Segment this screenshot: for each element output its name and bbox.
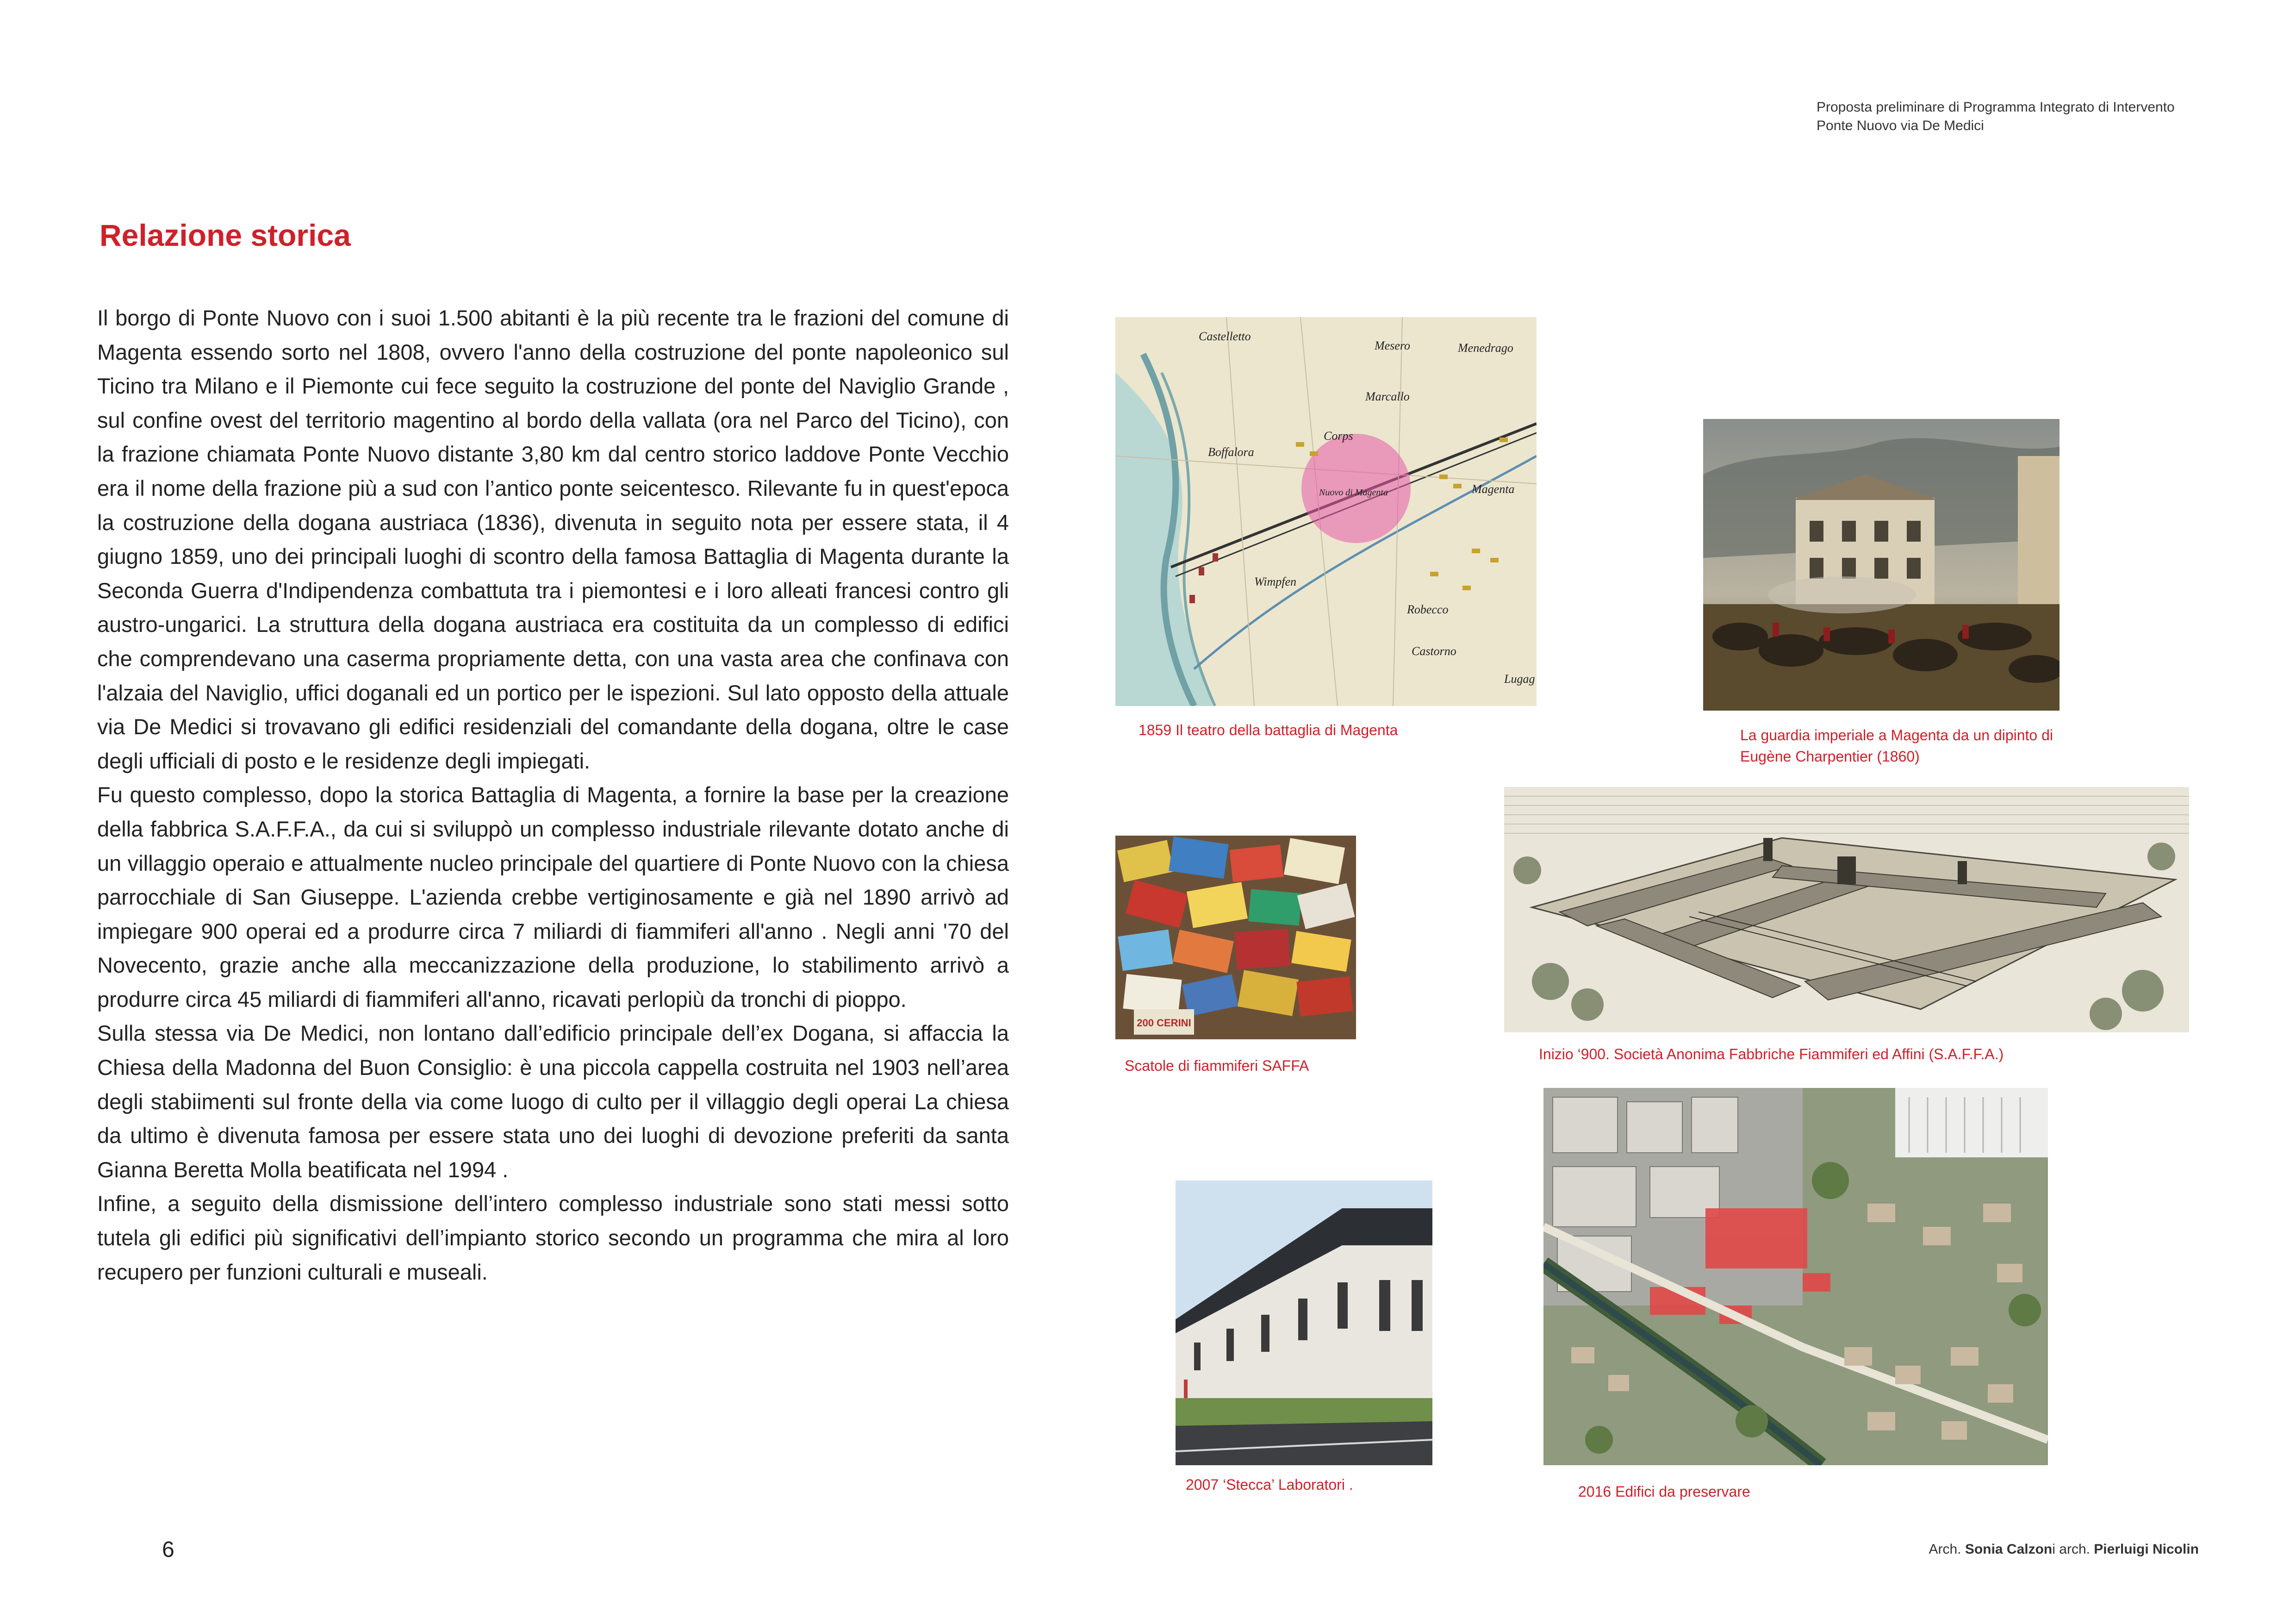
map-label: Corps [1324,429,1353,443]
factory-caption: Inizio ‘900. Società Anonima Fabbriche Fiammiferi ed Affini (S.A.F.F.A.) [1539,1046,2004,1062]
header-project-location: Ponte Nuovo via De Medici [1817,118,1984,133]
aerial-caption: 2016 Edifici da preservare [1578,1483,1750,1500]
factory-engraving-drawing [1504,787,2189,1032]
paragraph: Sulla stessa via De Medici, non lontano dall’edificio principale dell’ex Dogana, si affaccia la Chiesa della Madonna del Buon Consiglio: è una piccola cappella costruita nel 1903 nell’area degli stabiimenti sul fronte della via come luogo di culto per il villaggio degli operai La chiesa da ultimo è divenuta famosa per essere stata uno dei luoghi di devozione preferiti da santa Gianna Beretta Molla beatificata nel 1994 . [97,1021,1009,1182]
painting-drawing [1703,419,2060,711]
map-label: Menedrago [1458,341,1513,355]
map-label: Magenta [1472,482,1515,496]
aerial-photo-image [1543,1088,2048,1465]
painting-caption-text: La guardia imperiale a Magenta da un dipinto di Eugène Charpentier (1860) [1740,727,2053,765]
matchboxes-image [1115,836,1356,1039]
map-label: Lugag [1504,672,1535,686]
footer-prefix: Arch. [1929,1542,1965,1557]
map-caption: 1859 Il teatro della battaglia di Magenta [1139,722,1398,738]
paragraph: Infine, a seguito della dismissione dell’intero complesso industriale sono stati messi sotto tutela gli edifici più significativi dell’impianto storico secondo un programma che mira al loro recupero per funzioni culturali e museali. [97,1191,1009,1284]
header-project-title: Proposta preliminare di Programma Integrato di Intervento [1817,100,2175,115]
map-label: Mesero [1375,339,1411,352]
map-label: Castorno [1412,644,1456,658]
paragraph: Fu questo complesso, dopo la storica Battaglia di Magenta, a fornire la base per la creazione della fabbrica S.A.F.F.A., da cui si sviluppò un complesso industriale rilevante dotato anche di un villaggio operaio e attualmente nucleo principale del quartiere di Ponte Nuovo con la chiesa parrocchiale di San Giuseppe. L'azienda crebbe vertiginosamente e già nel 1890 arrivò ad impiegare 900 operai ed a produrre circa 7 miliardi di fiammiferi all'anno . Negli anni '70 del Novecento, grazie anche alla meccanizzazione della produzione, lo stabilimento arrivò a produrre circa 45 miliardi di fiammiferi all'anno, ricavati perlopiù da tronchi di pioppo. [97,782,1009,1012]
author-name: Sonia Calzon [1965,1542,2053,1557]
map-label: Castelletto [1199,330,1251,343]
matchboxes-drawing [1115,836,1356,1039]
map-label: Robecco [1407,603,1449,616]
stecca-caption: 2007 ‘Stecca’ Laboratori . [1186,1476,1353,1493]
page-number: 6 [162,1537,174,1562]
body-text [97,301,1009,1289]
factory-engraving-image [1504,787,2189,1032]
painting-image [1703,419,2060,711]
stecca-photo-image [1176,1181,1432,1465]
footer-authors [1929,1542,2199,1557]
paragraph: Il borgo di Ponte Nuovo con i suoi 1.500 abitanti è la più recente tra le frazioni del comune di Magenta essendo sorto nel 1808, ovvero l'anno della costruzione del ponte napoleonico sul Ticino tra Milano e il Piemonte cui fece seguito la costruzione del ponte del Naviglio Grande , sul confine ovest del territorio magentino al bordo della vallata (ora nel Parco del Ticino), con la frazione chiamata Ponte Nuovo distante 3,80 km dal centro storico laddove Ponte Vecchio era il nome della frazione più a sud con l’antico ponte seicentesco. Rilevante fu in quest'epoca la costruzione della dogana austriaca (1836), divenuta in seguito nota per essere stata, il 4 giugno 1859, uno dei principali luoghi di scontro della famosa Battaglia di Magenta durante la Seconda Guerra d'Indipendenza combattuta tra i piemontesi e i loro alleati francesi contro gli austro-ungarici. La struttura della dogana austriaca era costituita da un complesso di edifici che comprendevano una caserma propriamente detta, con una vasta area che confinava con l'alzaia del Naviglio, uffici doganali ed un portico per le ispezioni. Sul lato opposto della attuale via De Medici si trovavano gli edifici residenziali del comandante della dogana, oltre le case degli ufficiali di posto e le residenze degli impiegati. [97,306,1009,773]
painting-caption [1740,725,2064,767]
map-label: Wimpfen [1254,575,1296,588]
matchbox-label: 200 CERINI [1137,1017,1191,1029]
battle-map-drawing [1115,317,1537,706]
aerial-photo-drawing [1543,1088,2048,1465]
battle-map-image [1115,317,1537,706]
map-label: Marcallo [1365,390,1410,403]
page-title: Relazione storica [100,218,351,252]
stecca-photo-drawing [1176,1181,1432,1465]
footer-separator: i arch. [2052,1542,2094,1557]
matchboxes-caption: Scatole di fiammiferi SAFFA [1125,1057,1309,1074]
map-label: Boffalora [1208,445,1254,459]
author-name: Pierluigi Nicolin [2094,1542,2199,1557]
document-header [1817,98,2175,135]
map-label: Nuovo di Magenta [1319,487,1388,498]
